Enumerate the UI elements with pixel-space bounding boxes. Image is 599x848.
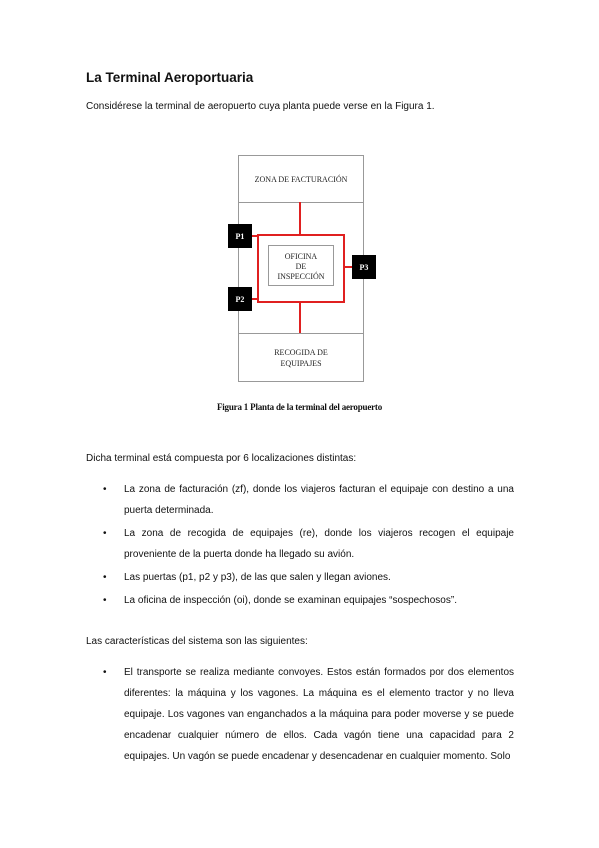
list-item: • La zona de recogida de equipajes (re), donde los viajeros recogen el equipaje proveniente de la puerta donde ha llegado su avión.	[103, 528, 514, 560]
list-item: • La oficina de inspección (oi), donde se examinan equipajes “sospechosos”.	[103, 595, 457, 606]
section1-lead: Dicha terminal está compuesta por 6 localizaciones distintas:	[86, 453, 357, 464]
door-p3-label: P3	[359, 263, 369, 272]
airport-floorplan-figure	[0, 0, 599, 400]
section2-lead: Las características del sistema son las siguientes:	[86, 636, 308, 647]
zona-facturacion-label: ZONA DE FACTURACIÓN	[254, 175, 348, 184]
intro-paragraph: Considérese la terminal de aeropuerto cuya planta puede verse en la Figura 1.	[86, 101, 435, 112]
oficina-label-line2: DE	[295, 262, 307, 271]
figure-caption: Figura 1 Planta de la terminal del aeropuerto	[216, 402, 383, 412]
oficina-label-line3: INSPECCIÓN	[277, 272, 325, 281]
door-p2-label: P2	[235, 295, 245, 304]
recogida-label-line1: RECOGIDA DE	[274, 348, 328, 357]
recogida-label-line2: EQUIPAJES	[280, 359, 322, 368]
list-item: • Las puertas (p1, p2 y p3), de las que salen y llegan aviones.	[103, 572, 391, 583]
document-title: La Terminal Aeroportuaria	[86, 70, 254, 85]
list-item: • El transporte se realiza mediante convoyes. Estos están formados por dos elementos diferentes: la máquina y los vagones. La máquina es el elemento tractor y no lleva equipaje. Los vagones van enganchados a la máquina para poder moverse y se puede encadenar cualquier número de ellos. Cada vagón tiene una capacidad para 2 equipajes. Un vagón se puede encadenar y desencadenar en cualquier momento. Solo	[103, 667, 514, 762]
door-p1-label: P1	[235, 232, 245, 241]
oficina-label-line1: OFICINA	[284, 252, 318, 261]
locations-list	[86, 479, 514, 613]
list-item: • La zona de facturación (zf), donde los viajeros facturan el equipaje con destino a una puerta determinada.	[103, 484, 514, 516]
characteristics-list	[86, 662, 514, 769]
